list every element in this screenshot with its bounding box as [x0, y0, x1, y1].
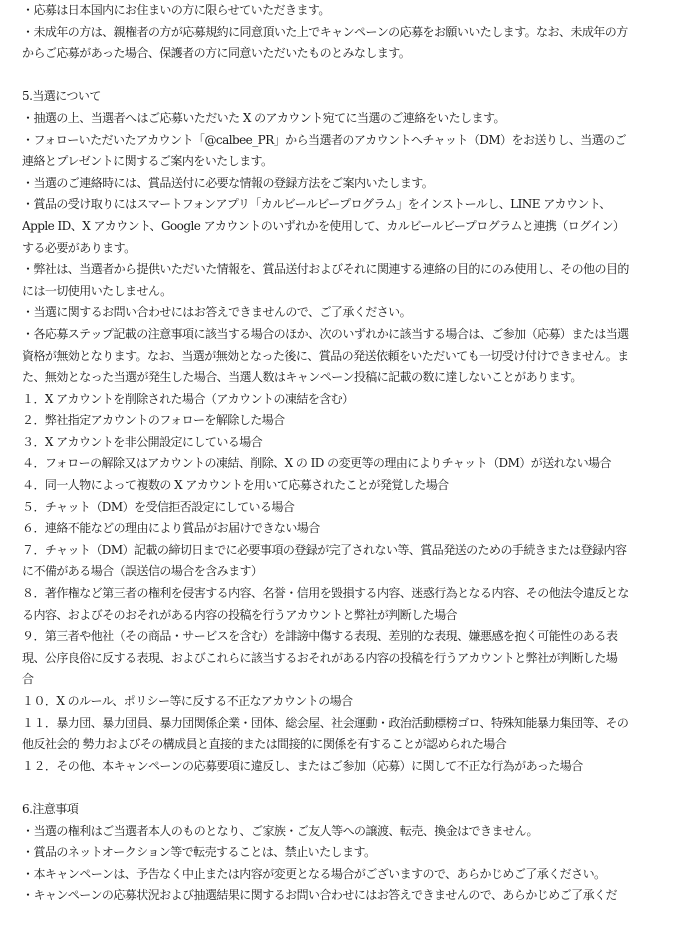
list-item: [22, 540, 674, 583]
text-line: ・キャンペーンの応募状況および抽選結果に関するお問い合わせにはお答えできませんので、あらかじめご了承くだ: [22, 888, 617, 903]
text-line: １．X アカウントを削除された場合（アカウントの凍結を含む）: [22, 391, 354, 406]
paragraph: [22, 885, 674, 907]
text-line: ２．弊社指定アカウントのフォローを解除した場合: [22, 413, 285, 428]
paragraph: [22, 259, 674, 302]
list-item: [22, 453, 674, 475]
text-line: １０．X のルール、ポリシー等に反する不正なアカウントの場合: [22, 694, 353, 708]
list-item: [22, 475, 674, 497]
text-line: ４．フォローの解除又はアカウントの凍結、削除、X の ID の変更等の理由によりチャット（DM）が送れない場合: [22, 456, 611, 471]
text-line: る内容、およびそのおそれがある内容の投稿を行うアカウントと弊社が判断した場合: [22, 607, 457, 622]
text-line: １１．暴力団、暴力団員、暴力団関係企業・団体、総会屋、社会運動・政治活動標榜ゴロ、特殊知能暴力集団等、その: [22, 715, 629, 730]
list-item: [22, 691, 674, 713]
paragraph: [22, 130, 674, 173]
list-item: [22, 713, 674, 756]
text-line: 現、公序良俗に反する表現、およびこれらに該当するおそれがある内容の投稿を行うアカウントと弊社が判断した場: [22, 650, 618, 665]
text-line: ・各応募ステップ記載の注意事項に該当する場合のほか、次のいずれかに該当する場合は、ご参加（応募）または当選: [22, 326, 629, 341]
paragraph: [22, 108, 674, 130]
paragraph: [22, 864, 674, 886]
text-line: からご応募があった場合、保護者の方に同意いただいたものとみなします。: [22, 46, 411, 61]
text-line: ７．チャット（DM）記載の締切日までに必要事項の登録が完了されない等、賞品発送のための手続きまたは登録内容: [22, 542, 627, 557]
spacer: [22, 65, 674, 87]
list-item: [22, 518, 674, 540]
section-heading: 6.注意事項: [22, 801, 79, 816]
text-line: ・未成年の方は、親権者の方が応募規約に同意頂いた上でキャンペーンの応募をお願いいたします。なお、未成年の方: [22, 24, 628, 39]
section-winning: [22, 86, 674, 777]
text-line: ３．X アカウントを非公開設定にしている場合: [22, 434, 263, 449]
text-line: には一切使用いたしません。: [22, 283, 172, 298]
text-line: １２．その他、本キャンペーンの応募要項に違反し、またはご参加（応募）に関して不正な行為があった場合: [22, 758, 583, 773]
text-line: 他反社会的 勢力およびその構成員と直接的または間接的に関係を有することが認められた場合: [22, 737, 507, 752]
paragraph: [22, 22, 674, 65]
text-line: ６．連絡不能などの理由により賞品がお届けできない場合: [22, 521, 320, 536]
disqualification-list: [22, 389, 674, 778]
text-line: た、無効となった当選が発生した場合、当選人数はキャンペーン投稿に記載の数に達しないことがあります。: [22, 370, 582, 385]
paragraph: [22, 324, 674, 389]
list-item: [22, 410, 674, 432]
document-body: [22, 0, 674, 907]
text-line: 連絡とプレゼントに関するご案内をいたします。: [22, 154, 273, 169]
text-line: ・賞品の受け取りにはスマートフォンアプリ「カルビールビープログラム」をインストールし、LINE アカウント、: [22, 197, 611, 212]
list-item: [22, 756, 674, 778]
text-line: ・応募は日本国内にお住まいの方に限らせていただきます。: [22, 3, 330, 17]
text-line: ・抽選の上、当選者へはご応募いただいた X のアカウント宛てに当選のご連絡をいたします。: [22, 110, 505, 125]
text-line: ・当選のご連絡時には、賞品送付に必要な情報の登録方法をご案内いたします。: [22, 175, 434, 190]
paragraph: [22, 821, 674, 843]
text-line: する必要があります。: [22, 240, 136, 255]
list-item: [22, 497, 674, 519]
text-line: ９．第三者や他社（その商品・サービスを含む）を誹謗中傷する表現、差別的な表現、嫌悪感を抱く可能性のある表: [22, 629, 618, 644]
section-notes: [22, 799, 674, 907]
text-line: Apple ID、X アカウント、Google アカウントのいずれかを使用して、カルビールビープログラムと連携（ログイン）: [22, 218, 625, 233]
text-line: ・弊社は、当選者から提供いただいた情報を、賞品送付およびそれに関連する連絡の目的にのみ使用し、その他の目的: [22, 262, 629, 277]
list-item: [22, 389, 674, 411]
paragraph: [22, 842, 674, 864]
text-line: ・当選に関するお問い合わせにはお答えできませんので、ご了承ください。: [22, 305, 412, 320]
paragraph: [22, 302, 674, 324]
list-item: [22, 583, 674, 626]
paragraph: [22, 173, 674, 195]
text-line: ・賞品のネットオークション等で転売することは、禁止いたします。: [22, 845, 376, 860]
text-line: ５．チャット（DM）を受信拒否設定にしている場合: [22, 499, 295, 514]
text-line: 資格が無効となります。なお、当選が無効となった後に、賞品の発送依頼をいただいても一切受け付けできません。ま: [22, 348, 629, 363]
list-item: [22, 626, 674, 691]
paragraph: [22, 0, 674, 22]
intro-section: [22, 0, 674, 65]
text-line: ・フォローいただいたアカウント「@calbee_PR」から当選者のアカウントへチャット（DM）をお送りし、当選のご: [22, 132, 627, 147]
text-line: ４．同一人物によって複数の X アカウントを用いて応募されたことが発覚した場合: [22, 478, 449, 493]
paragraph: [22, 194, 674, 259]
text-line: ・当選の権利はご当選者本人のものとなり、ご家族・ご友人等への譲渡、転売、換金はできません。: [22, 823, 538, 838]
spacer: [22, 777, 674, 799]
list-item: [22, 432, 674, 454]
text-line: 合: [22, 672, 34, 687]
section-heading: 5.当選について: [22, 89, 101, 104]
text-line: ・本キャンペーンは、予告なく中止または内容が変更となる場合がございますので、あらかじめご了承ください。: [22, 866, 606, 881]
text-line: ８．著作権など第三者の権利を侵害する内容、名誉・信用を毀損する内容、迷惑行為となる内容、その他法令違反とな: [22, 586, 629, 601]
text-line: に不備がある場合（誤送信の場合を含みます）: [22, 564, 263, 579]
